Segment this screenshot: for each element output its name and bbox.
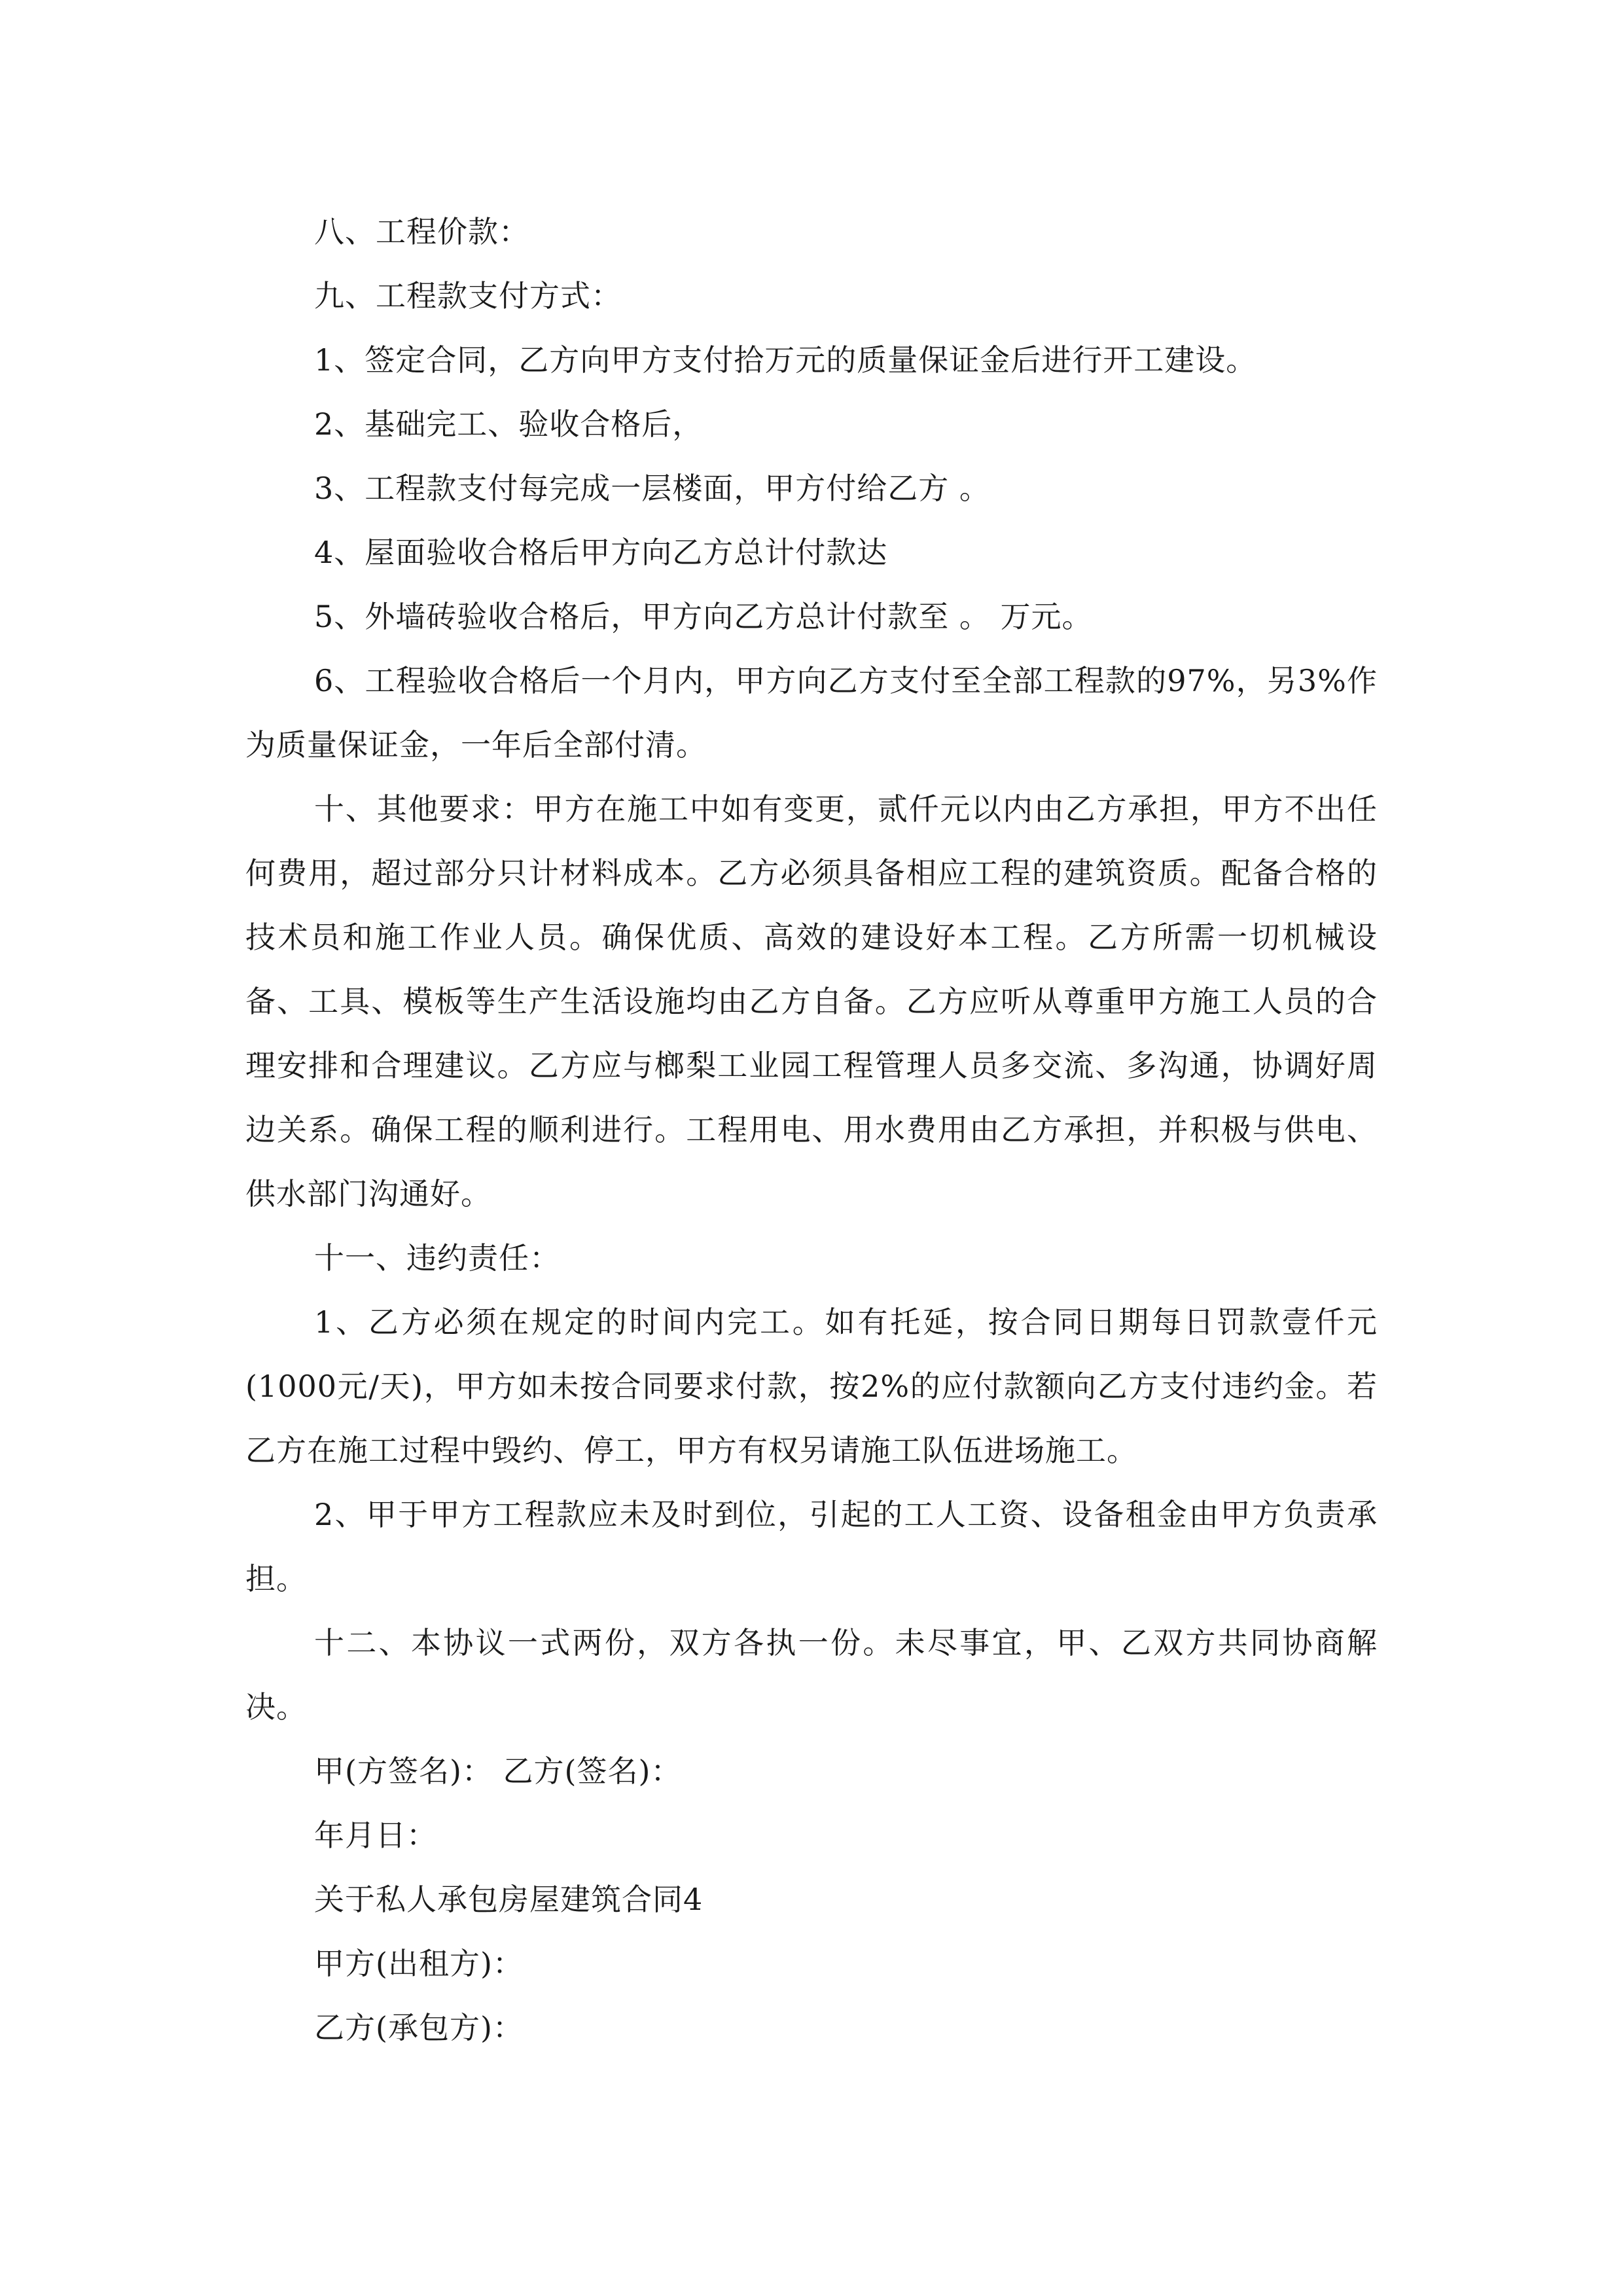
payment-clause-2: 2、基础完工、验收合格后， [314,406,704,442]
section-12-copies: 十二、本协议一式两份，双方各执一份。未尽事宜，甲、乙双方共同协商解决。 [245,1625,1378,1725]
next-contract-title: 关于私人承包房屋建筑合同4 [314,1882,704,1917]
payment-clause-4: 4、屋面验收合格后甲方向乙方总计付款达 [314,535,888,570]
liability-clause-2: 2、甲于甲方工程款应未及时到位，引起的工人工资、设备租金由甲方负责承担。 [245,1497,1378,1596]
party-a-line: 甲方(出租方)： [314,1946,524,1981]
section-11-heading: 十一、违约责任： [314,1240,560,1276]
document-body [245,200,1378,2060]
party-b-line: 乙方(承包方)： [314,2010,524,2045]
payment-clause-1: 1、签定合同，乙方向甲方支付拾万元的质量保证金后进行开工建设。 [314,342,1257,378]
signature-line: 甲(方签名)： 乙方(签名)： [314,1753,682,1789]
payment-clause-3: 3、工程款支付每完成一层楼面，甲方付给乙方 。 [314,471,990,506]
payment-clause-5: 5、外墙砖验收合格后，甲方向乙方总计付款至 。 万元。 [314,599,1093,634]
date-line: 年月日： [314,1818,437,1853]
section-10-other-requirements: 十、其他要求：甲方在施工中如有变更，贰仟元以内由乙方承担，甲方不出任何费用，超过部分只计材料成本。乙方必须具备相应工程的建筑资质。配备合格的技术员和施工作业人员。确保优质、高效的建设好本工程。乙方所需一切机械设备、工具、模板等生产生活设施均由乙方自备。乙方应听从尊重甲方施工人员的合理安排和合理建议。乙方应与榔梨工业园工程管理人员多交流、多沟通，协调好周边关系。确保工程的顺利进行。工程用电、用水费用由乙方承担，并积极与供电、供水部门沟通好。 [245,791,1378,1211]
liability-clause-1: 1、乙方必须在规定的时间内完工。如有托延，按合同日期每日罚款壹仟元(1000元/天)，甲方如未按合同要求付款，按2%的应付款额向乙方支付违约金。若乙方在施工过程中毁约、停工，甲方有权另请施工队伍进场施工。 [245,1304,1378,1468]
payment-clause-6: 6、工程验收合格后一个月内，甲方向乙方支付至全部工程款的97%，另3%作为质量保证金，一年后全部付清。 [245,663,1378,762]
section-8-heading: 八、工程价款： [314,214,529,249]
section-9-heading: 九、工程款支付方式： [314,278,622,314]
